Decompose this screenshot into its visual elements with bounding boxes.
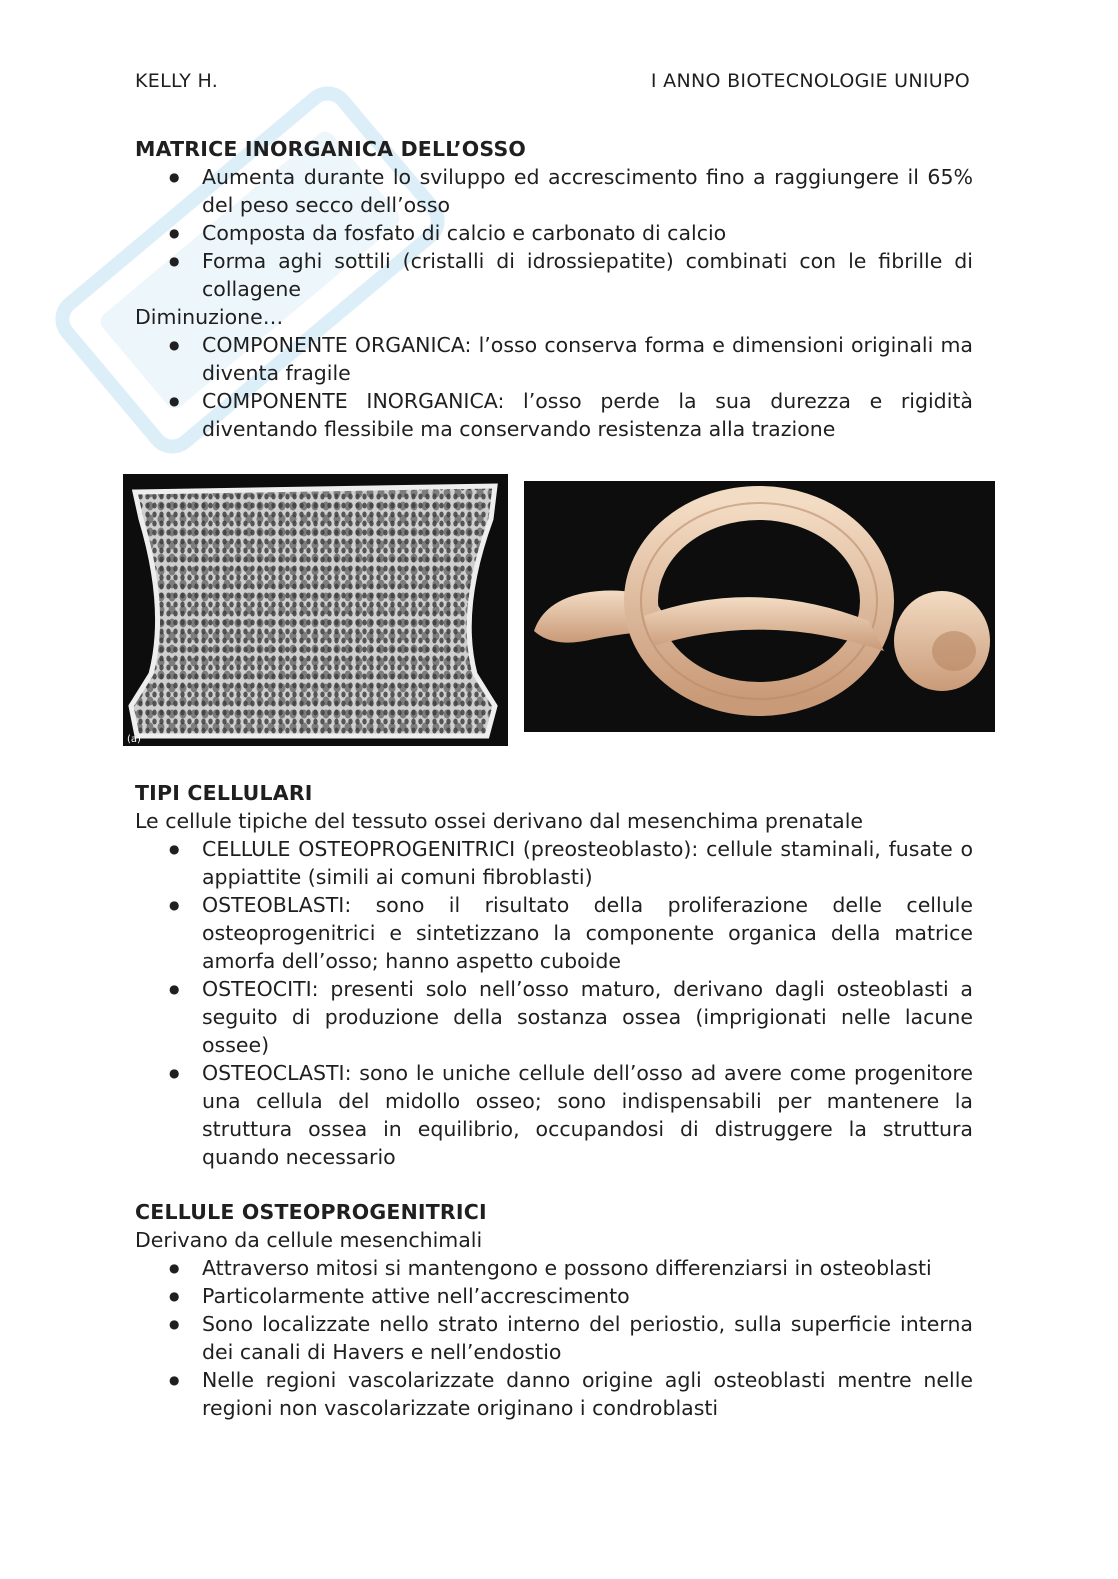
section-cell-types	[135, 779, 973, 1171]
header-author: KELLY H.	[135, 70, 219, 92]
bullet-list	[135, 835, 973, 1171]
figure-trabecular-bone	[123, 474, 508, 746]
list-item: ● COMPONENTE INORGANICA: l’osso perde la sua durezza e rigidità diventando flessibile ma conservando resistenza alla trazione	[135, 387, 973, 443]
list-item: ● OSTEOBLASTI: sono il risultato della proliferazione delle cellule osteoprogenitrici e sintetizzano la componente organica della matrice amorfa dell’osso; hanno aspetto cuboide	[135, 891, 973, 975]
section-intro: Derivano da cellule mesenchimali	[135, 1228, 483, 1252]
section-title: MATRICE INORGANICA DELL’OSSO	[135, 137, 527, 161]
bullet-list	[135, 163, 973, 303]
section-osteoprogenitor-cells	[135, 1198, 973, 1422]
bullet-list	[135, 1254, 973, 1422]
list-item: ● Nelle regioni vascolarizzate danno origine agli osteoblasti mentre nelle regioni non vascolarizzate originano i condroblasti	[135, 1366, 973, 1422]
section-subtitle: Diminuzione…	[135, 305, 284, 329]
section-title: TIPI CELLULARI	[135, 781, 313, 805]
list-item: ● Composta da fosfato di calcio e carbonato di calcio	[135, 219, 973, 247]
list-item: ● COMPONENTE ORGANICA: l’osso conserva forma e dimensioni originali ma diventa fragile	[135, 331, 973, 387]
figure-knotted-bone	[524, 481, 995, 732]
section-title: CELLULE OSTEOPROGENITRICI	[135, 1200, 487, 1224]
list-item: ● Aumenta durante lo sviluppo ed accrescimento fino a raggiungere il 65% del peso secco dell’osso	[135, 163, 973, 219]
section-intro: Le cellule tipiche del tessuto ossei derivano dal mesenchima prenatale	[135, 809, 864, 833]
list-item: ● Particolarmente attive nell’accrescimento	[135, 1282, 973, 1310]
list-item: ● Attraverso mitosi si mantengono e possono differenziarsi in osteoblasti	[135, 1254, 973, 1282]
list-item: ● OSTEOCLASTI: sono le uniche cellule dell’osso ad avere come progenitore una cellula del midollo osseo; sono indispensabili per mantenere la struttura ossea in equilibrio, occupandosi di distruggere la struttura quando necessario	[135, 1059, 973, 1171]
section-inorganic-matrix	[135, 135, 973, 443]
header-course: I ANNO BIOTECNOLOGIE UNIUPO	[650, 70, 970, 92]
figure-label: (a)	[127, 734, 141, 745]
list-item: ● CELLULE OSTEOPROGENITRICI (preosteoblasto): cellule staminali, fusate o appiattite (simili ai comuni fibroblasti)	[135, 835, 973, 891]
bullet-list	[135, 331, 973, 443]
list-item: ● Sono localizzate nello strato interno del periostio, sulla superficie interna dei canali di Havers e nell’endostio	[135, 1310, 973, 1366]
list-item: ● OSTEOCITI: presenti solo nell’osso maturo, derivano dagli osteoblasti a seguito di produzione della sostanza ossea (imprigionati nelle lacune ossee)	[135, 975, 973, 1059]
list-item: ● Forma aghi sottili (cristalli di idrossiepatite) combinati con le fibrille di collagene	[135, 247, 973, 303]
